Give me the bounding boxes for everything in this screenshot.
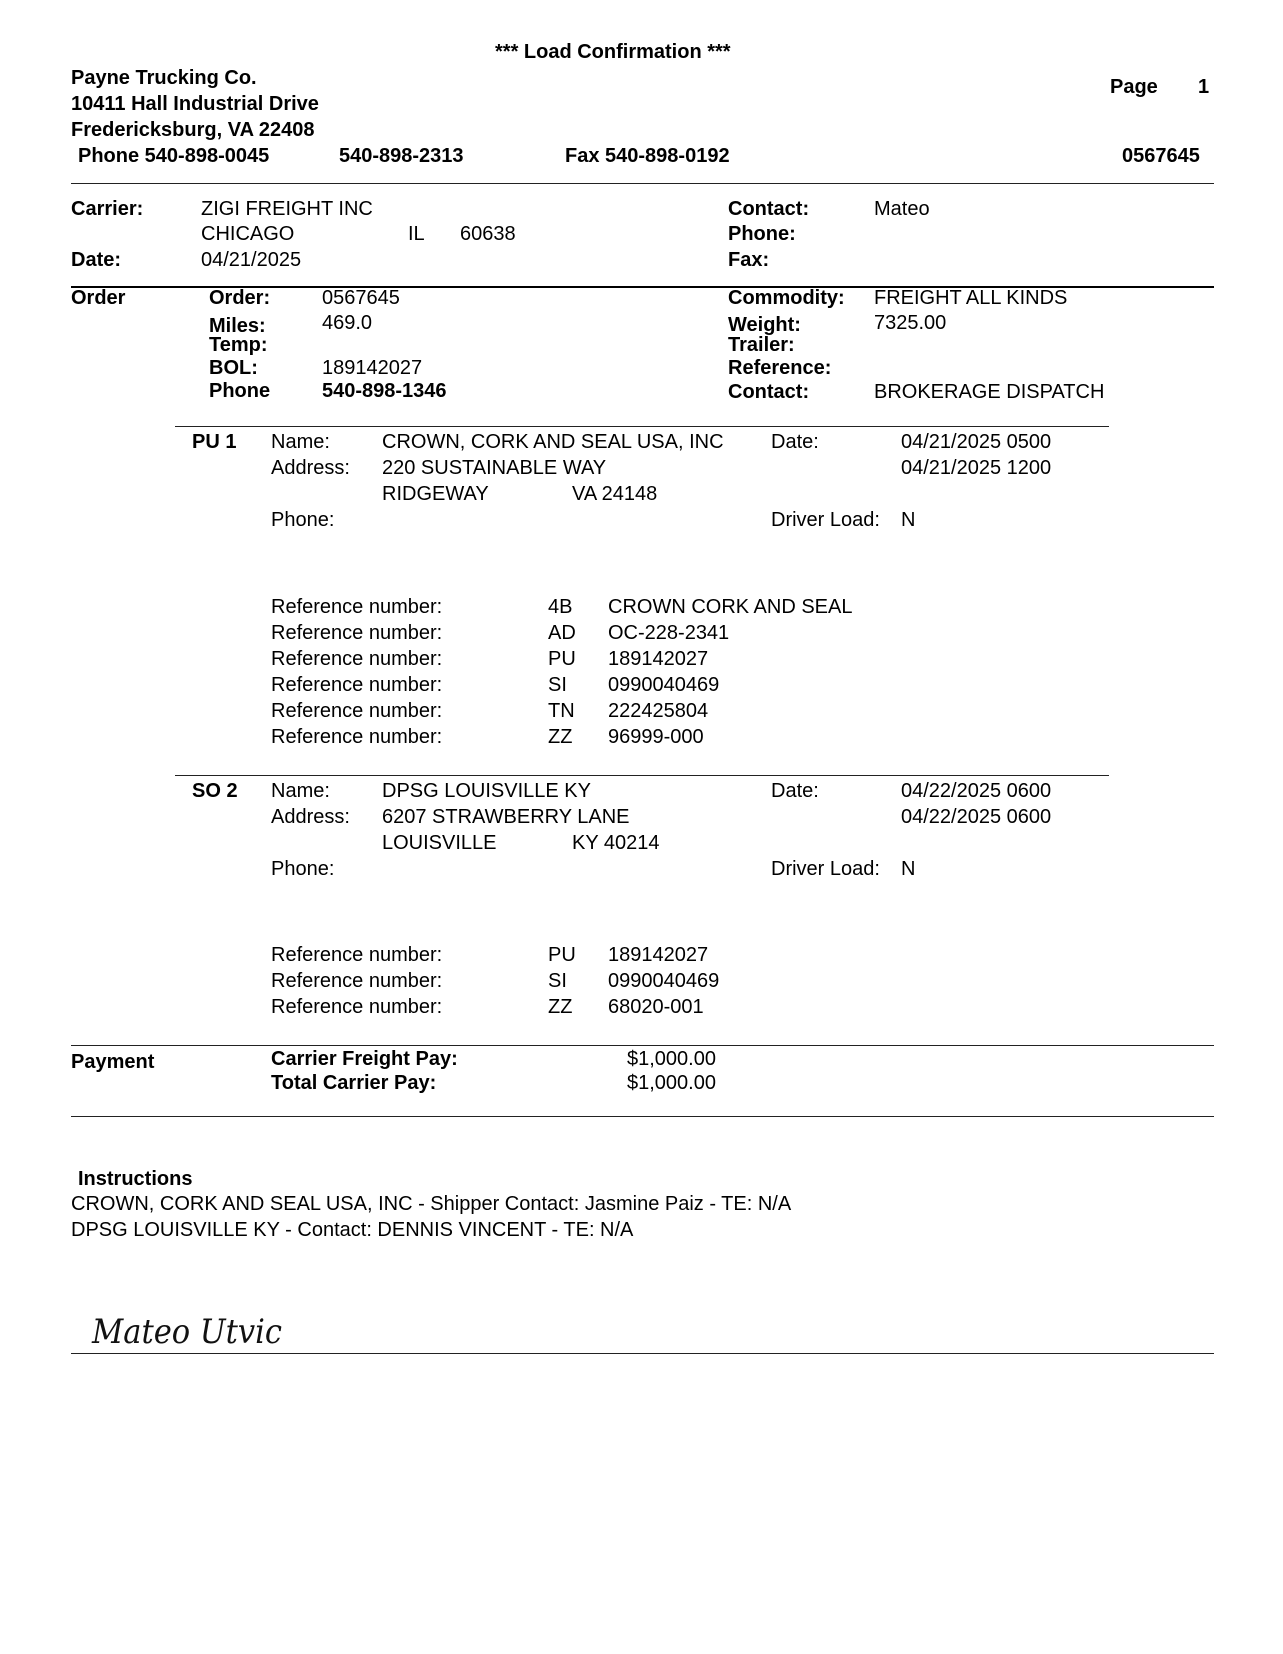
- reference-row: [271, 673, 971, 699]
- divider: [175, 775, 1109, 776]
- reference-code: ZZ: [548, 996, 573, 1018]
- order-weight: 7325.00: [874, 312, 947, 334]
- carrier-date: 04/21/2025: [201, 249, 302, 271]
- reference-row: [271, 699, 971, 725]
- weight-label: Weight:: [728, 314, 801, 336]
- reference-code: PU: [548, 648, 576, 670]
- bol-label: BOL:: [209, 357, 258, 379]
- total-pay-label: Total Carrier Pay:: [271, 1072, 437, 1094]
- reference-label: Reference number:: [271, 674, 443, 696]
- reference-label: Reference number:: [271, 944, 443, 966]
- stop-name-label: Name:: [271, 780, 330, 802]
- freight-pay-label: Carrier Freight Pay:: [271, 1048, 458, 1070]
- commodity-label: Commodity:: [728, 287, 845, 309]
- stop-code: PU 1: [192, 431, 237, 453]
- payment-section-label: Payment: [71, 1051, 155, 1073]
- stop-street: 6207 STRAWBERRY LANE: [382, 806, 630, 828]
- reference-label: Reference number:: [271, 726, 443, 748]
- reference-label: Reference number:: [271, 700, 443, 722]
- reference-code: AD: [548, 622, 576, 644]
- stop-phone-label: Phone:: [271, 858, 335, 880]
- reference-code: SI: [548, 674, 567, 696]
- temp-label: Temp:: [209, 334, 268, 356]
- stop-state-zip: KY 40214: [572, 832, 660, 854]
- order-contact-label: Contact:: [728, 381, 810, 403]
- reference-code: SI: [548, 970, 567, 992]
- order-bol: 189142027: [322, 357, 423, 379]
- carrier-zip: 60638: [460, 223, 516, 245]
- stop-date-end: 04/21/2025 1200: [901, 457, 1052, 479]
- divider: [71, 183, 1214, 184]
- stop-street: 220 SUSTAINABLE WAY: [382, 457, 607, 479]
- reference-value: 189142027: [608, 648, 709, 670]
- carrier-state: IL: [408, 223, 425, 245]
- stop-address-label: Address:: [271, 806, 350, 828]
- reference-value: 96999-000: [608, 726, 704, 748]
- reference-label: Reference number:: [271, 996, 443, 1018]
- order-commodity: FREIGHT ALL KINDS: [874, 287, 1068, 309]
- company-address-line2: Fredericksburg, VA 22408: [71, 119, 315, 141]
- order-phone-label: Phone: [209, 380, 271, 402]
- instructions-line: CROWN, CORK AND SEAL USA, INC - Shipper Contact: Jasmine Paiz - TE: N/A: [71, 1193, 792, 1215]
- reference-row: [271, 621, 971, 647]
- stop-date-label: Date:: [771, 431, 819, 453]
- stop-city: LOUISVILLE: [382, 832, 497, 854]
- stop-name: DPSG LOUISVILLE KY: [382, 780, 591, 802]
- instructions-line: DPSG LOUISVILLE KY - Contact: DENNIS VINCENT - TE: N/A: [71, 1219, 634, 1241]
- reference-row: [271, 725, 971, 751]
- trailer-label: Trailer:: [728, 334, 795, 356]
- order-phone: 540-898-1346: [322, 380, 447, 402]
- carrier-label: Carrier:: [71, 198, 144, 220]
- driver-load-label: Driver Load:: [771, 858, 880, 880]
- stop-date-label: Date:: [771, 780, 819, 802]
- order-label: Order:: [209, 287, 271, 309]
- reference-code: 4B: [548, 596, 573, 618]
- divider: [175, 426, 1109, 427]
- stop-date-end: 04/22/2025 0600: [901, 806, 1052, 828]
- stop-state-zip: VA 24148: [572, 483, 658, 505]
- reference-code: ZZ: [548, 726, 573, 748]
- total-pay-value: $1,000.00: [627, 1072, 716, 1094]
- reference-value: 0990040469: [608, 970, 720, 992]
- stop-date-start: 04/22/2025 0600: [901, 780, 1052, 802]
- reference-row: [271, 969, 971, 995]
- reference-row: [271, 647, 971, 673]
- carrier-name: ZIGI FREIGHT INC: [201, 198, 373, 220]
- svg-text:Mateo Utvic: Mateo Utvic: [91, 1312, 282, 1352]
- carrier-city: CHICAGO: [201, 223, 295, 245]
- company-address-line1: 10411 Hall Industrial Drive: [71, 93, 319, 115]
- page-number: 1: [1198, 76, 1210, 98]
- page-label: Page: [1110, 76, 1158, 98]
- stop-name-label: Name:: [271, 431, 330, 453]
- date-label: Date:: [71, 249, 122, 271]
- driver-load-value: N: [901, 509, 916, 531]
- stop-code: SO 2: [192, 780, 238, 802]
- driver-load-label: Driver Load:: [771, 509, 880, 531]
- freight-pay-value: $1,000.00: [627, 1048, 716, 1070]
- reference-row: [271, 595, 971, 621]
- reference-label: Reference number:: [271, 970, 443, 992]
- reference-label: Reference number:: [271, 596, 443, 618]
- reference-value: OC-228-2341: [608, 622, 730, 644]
- company-phone-secondary: 540-898-2313: [339, 145, 464, 167]
- reference-code: TN: [548, 700, 575, 722]
- company-phone: Phone 540-898-0045: [78, 145, 270, 167]
- instructions-heading: Instructions: [78, 1168, 193, 1190]
- reference-label: Reference:: [728, 357, 832, 379]
- header-order-number: 0567645: [1122, 145, 1200, 167]
- stop-address-label: Address:: [271, 457, 350, 479]
- divider: [71, 1045, 1214, 1046]
- signature-mark: [88, 1305, 288, 1355]
- order-section-label: Order: [71, 287, 126, 309]
- order-contact: BROKERAGE DISPATCH: [874, 381, 1105, 403]
- order-number: 0567645: [322, 287, 400, 309]
- reference-code: PU: [548, 944, 576, 966]
- stop-name: CROWN, CORK AND SEAL USA, INC: [382, 431, 724, 453]
- stop-city: RIDGEWAY: [382, 483, 489, 505]
- miles-label: Miles:: [209, 315, 266, 337]
- stop-phone-label: Phone:: [271, 509, 335, 531]
- reference-value: 189142027: [608, 944, 709, 966]
- stop-date-start: 04/21/2025 0500: [901, 431, 1052, 453]
- signature: [88, 1305, 288, 1355]
- reference-label: Reference number:: [271, 648, 443, 670]
- contact-label: Contact:: [728, 198, 810, 220]
- reference-row: [271, 995, 971, 1021]
- document-title: *** Load Confirmation ***: [495, 41, 731, 63]
- company-fax: Fax 540-898-0192: [565, 145, 730, 167]
- carrier-fax-label: Fax:: [728, 249, 770, 271]
- reference-label: Reference number:: [271, 622, 443, 644]
- order-miles: 469.0: [322, 312, 373, 334]
- company-name: Payne Trucking Co.: [71, 67, 257, 89]
- reference-value: 222425804: [608, 700, 709, 722]
- carrier-contact: Mateo: [874, 198, 930, 220]
- carrier-phone-label: Phone:: [728, 223, 796, 245]
- reference-value: 68020-001: [608, 996, 704, 1018]
- reference-row: [271, 943, 971, 969]
- divider: [71, 1116, 1214, 1117]
- driver-load-value: N: [901, 858, 916, 880]
- reference-value: 0990040469: [608, 674, 720, 696]
- signature-line: [71, 1353, 1214, 1354]
- reference-value: CROWN CORK AND SEAL: [608, 596, 853, 618]
